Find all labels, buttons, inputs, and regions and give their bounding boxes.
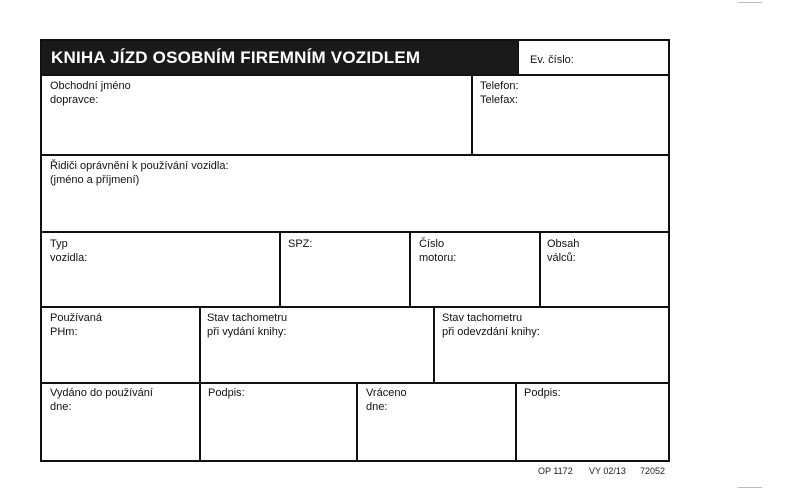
page-edge-mark-bottom (738, 487, 762, 488)
divider-returned-sign (515, 382, 517, 460)
odometer-return-field[interactable] (442, 311, 540, 339)
issued-date-field[interactable] (50, 386, 153, 414)
divider-company-phone (471, 74, 473, 154)
rule-3 (42, 231, 668, 233)
divider-engine-volume (539, 231, 541, 306)
engine-number-field[interactable] (419, 237, 456, 265)
footer-version: VY 02/13 (589, 466, 626, 476)
returned-date-label-1: Vráceno (366, 387, 407, 399)
evidence-number-label: Ev. číslo: (530, 54, 574, 66)
fuel-type-label-2: PHm: (50, 326, 78, 338)
divider-issue-return (433, 306, 435, 382)
odometer-issue-label-1: Stav tachometru (207, 312, 288, 324)
signature-2-label: Podpis: (524, 387, 561, 399)
phone-label: Telefon: (480, 80, 519, 92)
cylinder-volume-field[interactable] (547, 237, 579, 265)
footer-number: 72052 (640, 466, 666, 476)
fuel-type-field[interactable] (50, 311, 102, 339)
evidence-number-field[interactable] (518, 41, 668, 74)
returned-date-field[interactable] (366, 386, 407, 414)
vehicle-type-label-1: Typ (50, 238, 68, 250)
driver-label-1: Řidiči oprávnění k používání vozidla: (50, 160, 229, 172)
odometer-issue-field[interactable] (207, 311, 287, 339)
divider-fuel-issue (199, 306, 201, 382)
odometer-return-label-2: při odevzdání knihy: (442, 326, 540, 338)
phone-fax-field[interactable] (480, 79, 519, 107)
odometer-issue-label-2: při vydání knihy: (207, 326, 287, 338)
signature-2-field[interactable] (524, 386, 561, 400)
signature-1-field[interactable] (208, 386, 245, 400)
signature-1-label: Podpis: (208, 387, 245, 399)
driver-field[interactable] (50, 159, 229, 187)
divider-type-spz (279, 231, 281, 306)
company-name-label-2: dopravce: (50, 94, 99, 106)
spz-field[interactable] (288, 237, 312, 251)
cylinder-volume-label-1: Obsah (547, 238, 580, 250)
vehicle-type-label-2: vozidla: (50, 252, 88, 264)
engine-number-label-2: motoru: (419, 252, 457, 264)
vehicle-type-field[interactable] (50, 237, 87, 265)
issued-date-label-2: dne: (50, 401, 72, 413)
rule-2 (42, 154, 668, 156)
rule-1 (42, 74, 668, 76)
divider-issued-sign (199, 382, 201, 460)
company-name-field[interactable] (50, 79, 131, 107)
page-edge-mark-top (738, 2, 762, 3)
odometer-return-label-1: Stav tachometru (442, 312, 523, 324)
fax-label: Telefax: (480, 94, 518, 106)
logbook-form (40, 39, 670, 462)
title-bar (42, 41, 518, 74)
company-name-label-1: Obchodní jméno (50, 80, 131, 92)
spz-label: SPZ: (288, 238, 313, 250)
rule-4 (42, 306, 668, 308)
rule-5 (42, 382, 668, 384)
issued-date-label-1: Vydáno do používání (50, 387, 153, 399)
divider-sign-returned (356, 382, 358, 460)
driver-label-2: (jméno a příjmení) (50, 174, 140, 186)
cylinder-volume-label-2: válců: (547, 252, 576, 264)
footer-op-code: OP 1172 (538, 466, 573, 476)
engine-number-label-1: Číslo (419, 238, 445, 250)
form-title: KNIHA JÍZD OSOBNÍM FIREMNÍM VOZIDLEM (51, 48, 421, 67)
divider-spz-engine (409, 231, 411, 306)
returned-date-label-2: dne: (366, 401, 388, 413)
fuel-type-label-1: Používaná (50, 312, 102, 324)
